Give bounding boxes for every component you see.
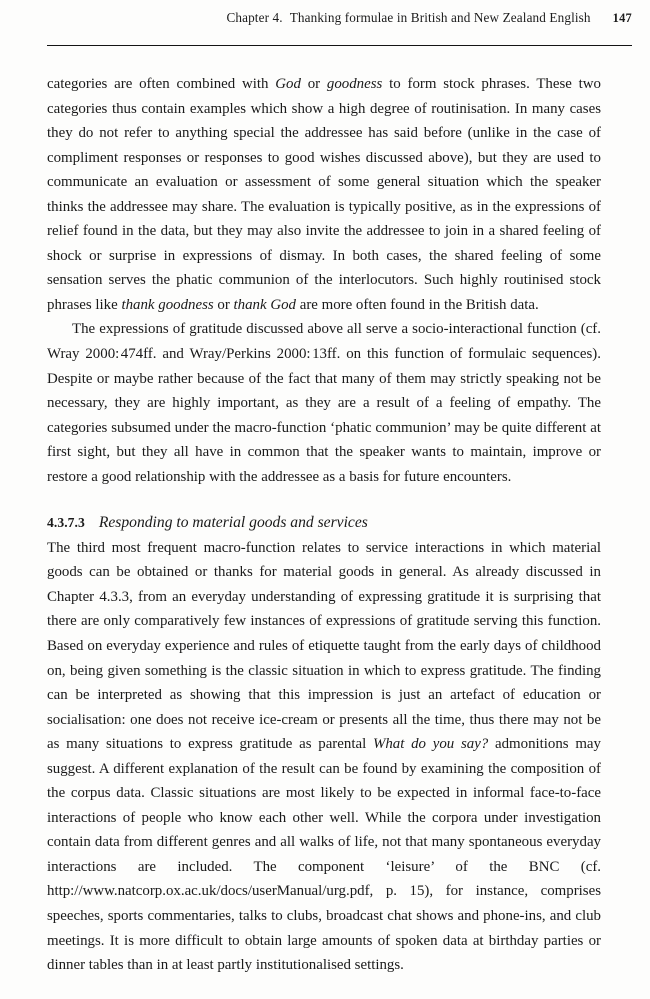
italic-goodness: goodness — [326, 76, 383, 92]
paragraph-1-run-5: are more often found in the British data. — [295, 296, 539, 313]
paragraph-continued — [47, 72, 601, 317]
header-rule — [47, 45, 632, 46]
section-number: 4.3.7.3 — [47, 514, 85, 530]
italic-thank-goodness: thank goodness — [121, 296, 214, 313]
running-header — [47, 10, 632, 26]
header-title: Thanking formulae in British and New Zealand English — [289, 10, 591, 25]
italic-god: God — [275, 76, 301, 92]
running-header-line — [47, 10, 632, 26]
paragraph-3-run-1: The third most frequent macro-function relates to service interactions in which material goods can be obtained or thanks for material goods in general. As already discussed in Chapter 4.3.3, from an everyday understanding of expressing gratitude it is surprising that there are only comparatively few instances of expressions of gratitude serving this function. Based on everyday experience and rules of etiquette taught from the early days of childhood on, being given something is the classic situation in which to express gratitude. The finding can be interpreted as showing that this impression is just an artefact of education or socialisation: one does not receive ice-cream or presents all the time, thus there may not be as many situations to express gratitude as parental — [47, 539, 601, 753]
paragraph-1-run-2: or — [300, 76, 327, 92]
paragraph-1-run-4: or — [213, 296, 234, 313]
paragraph-1-run-3: to form stock phrases. These two categories thus contain examples which show a high degree of routinisation. In many cases they do not refer to anything special the addressee has said before (unlike in the case of compliment responses or responses to good wishes discussed above), but they are used to communicate an evaluation or assessment of some general situation which the speaker thinks the addressee may share. The evaluation is typically positive, as in the expressions of relief found in the data, but they may also invite the addressee to join in a shared feeling of shock or surprise in expressions of dismay. In both cases, the shared feeling of some sensation serves the phatic communion of the interlocutors. Such highly routinised stock phrases like — [47, 76, 601, 313]
italic-thank-god: thank God — [233, 296, 296, 313]
paragraph-2-run-3: 13ff. on this function of formulaic sequences). Despite or maybe rather because of the fact that many of them may strictly speaking not be necessary, they are highly important, as they are a result of a feeling of empathy. The categories subsumed under the macro-function ‘phatic communion’ may be quite different at first sight, but they all have in common that the speaker wants to maintain, improve or restore a good relationship with the addressee as a basis for future encounters. — [47, 346, 601, 485]
paragraph-2-run-2: 474ff. and Wray/Perkins 2000: — [120, 346, 311, 363]
header-chapter-label: Chapter 4. — [226, 10, 283, 25]
text-block — [47, 72, 601, 978]
section-heading — [47, 489, 601, 536]
paragraph-2-run-1: The expressions of gratitude discussed above all serve a socio-interactional function (cf. Wray 2000: — [47, 321, 601, 363]
italic-what-do-you-say: What do you say? — [372, 736, 489, 753]
section-title: Responding to material goods and services — [98, 513, 368, 531]
paragraph-3-run-2: admonitions may suggest. A different explanation of the result can be found by examining the composition of the corpus data. Classic situations are most likely to be expected in informal face-to-face interactions of people who know each other well. While the corpora under investigation contain data from different genres and all walks of life, not that many spontaneous everyday interactions are included. The component ‘leisure’ of the BNC (cf. http://www.natcorp.ox.ac.uk/docs/userManual/urg.pdf, p. 15), for instance, comprises speeches, sports commentaries, talks to clubs, broadcast chat shows and phone-ins, and club meetings. It is more difficult to obtain large amounts of spoken data at birthday parties or dinner tables than in at least partly institutionalised settings. — [47, 736, 601, 974]
paragraph-expressions-of-gratitude — [47, 317, 601, 489]
page-folio: 147 — [612, 11, 632, 25]
paragraph-responding-to-material-goods — [47, 536, 601, 978]
paragraph-1-run-1: categories are often combined with — [47, 76, 276, 92]
